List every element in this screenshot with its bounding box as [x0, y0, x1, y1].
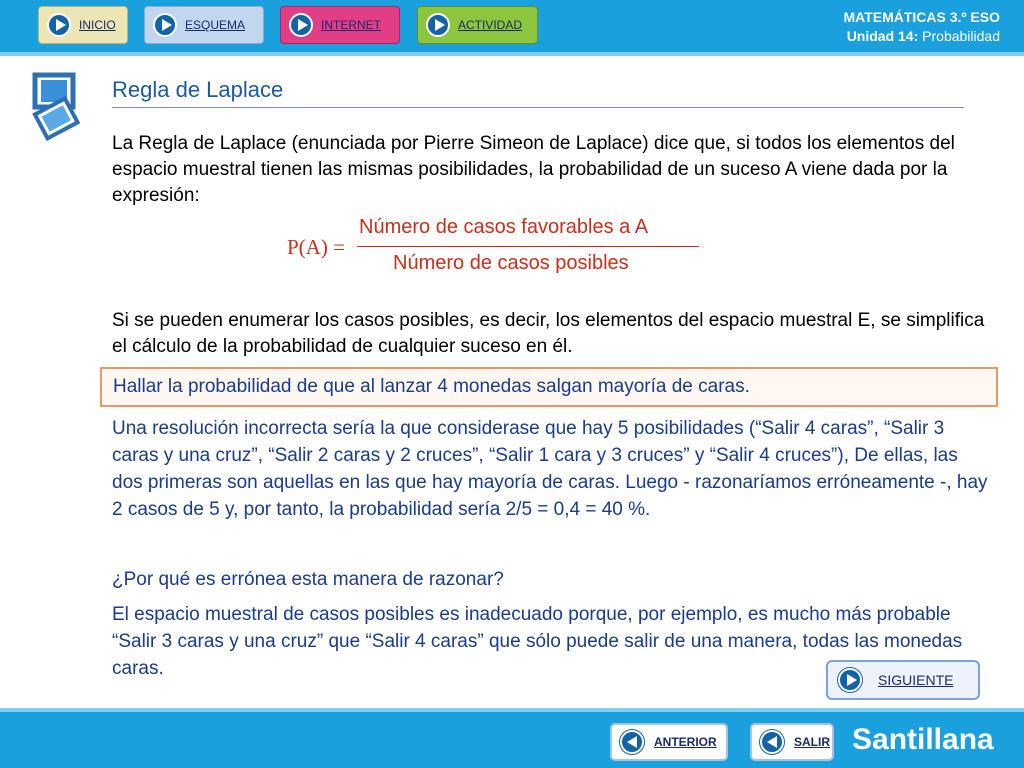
simplify-text: Si se pueden enumerar los casos posibles, es decir, los elementos del espacio muestral E, se simplifica el cálculo de la probabilidad de cualquier suceso en él. — [112, 310, 985, 357]
anterior-button[interactable] — [610, 723, 728, 761]
back-icon — [760, 730, 784, 754]
unit-name: Probabilidad — [922, 28, 1000, 44]
play-icon — [289, 13, 313, 37]
siguiente-label: SIGUIENTE — [878, 672, 954, 688]
play-icon — [153, 13, 177, 37]
formula-denominator: Número de casos posibles — [393, 252, 629, 274]
slides-icon — [32, 72, 80, 144]
back-icon — [620, 730, 644, 754]
fraction-bar — [357, 246, 699, 247]
course-title: MATEMÁTICAS 3.º ESO — [843, 9, 1000, 25]
play-icon — [838, 668, 862, 692]
title-divider — [112, 107, 964, 108]
salir-button[interactable] — [750, 723, 834, 761]
internet-button[interactable] — [280, 6, 400, 44]
question-text: ¿Por qué es errónea esta manera de razonar? — [112, 569, 504, 590]
play-icon — [47, 13, 71, 37]
actividad-label: ACTIVIDAD — [458, 18, 523, 32]
esquema-button[interactable] — [144, 6, 264, 44]
internet-label: INTERNET — [321, 18, 381, 32]
siguiente-button[interactable] — [826, 660, 980, 700]
actividad-button[interactable] — [417, 6, 538, 44]
incorrect-resolution-text: Una resolución incorrecta sería la que considerase que hay 5 posibilidades (“Salir 4 caras”, “Salir 3 caras y una cruz”, “Salir 2 caras y 2 cruces”, “Salir 1 cara y 3 cruces” y “Salir 4 cruces”), De ellas, las dos primeras son aquellas en las que hay mayoría de caras. Luego - razonaríamos erróneamente -, hay 2 casos de 5 y, por tanto, la probabilidad sería 2/5 = 0,4 = 40 %. — [112, 418, 988, 520]
formula-numerator: Número de casos favorables a A — [359, 216, 649, 238]
salir-label: SALIR — [794, 735, 830, 749]
anterior-label: ANTERIOR — [654, 735, 717, 749]
formula-lhs: P(A) = — [287, 235, 345, 259]
unit-label: Unidad 14: — [846, 28, 919, 44]
esquema-label: ESQUEMA — [185, 18, 246, 32]
santillana-logo: Santillana — [852, 723, 994, 756]
inicio-label: INICIO — [79, 18, 116, 32]
intro-text: La Regla de Laplace (enunciada por Pierre Simeon de Laplace) dice que, si todos los elementos del espacio muestral tienen las mismas posibilidades, la probabilidad de un suceso A viene dada por la expresión: — [112, 133, 955, 206]
course-info — [843, 8, 1000, 46]
problem-box — [100, 367, 998, 407]
problem-text: Hallar la probabilidad de que al lanzar 4 monedas salgan mayoría de caras. — [113, 376, 750, 397]
answer-text: El espacio muestral de casos posibles es inadecuado porque, por ejemplo, es mucho más probable “Salir 3 caras y una cruz” que “Salir 4 caras” que sólo puede salir de una manera, todas las monedas caras. — [112, 604, 963, 679]
page-title: Regla de Laplace — [112, 77, 284, 102]
laplace-formula — [287, 216, 707, 276]
play-icon — [426, 13, 450, 37]
inicio-button[interactable] — [38, 6, 128, 44]
